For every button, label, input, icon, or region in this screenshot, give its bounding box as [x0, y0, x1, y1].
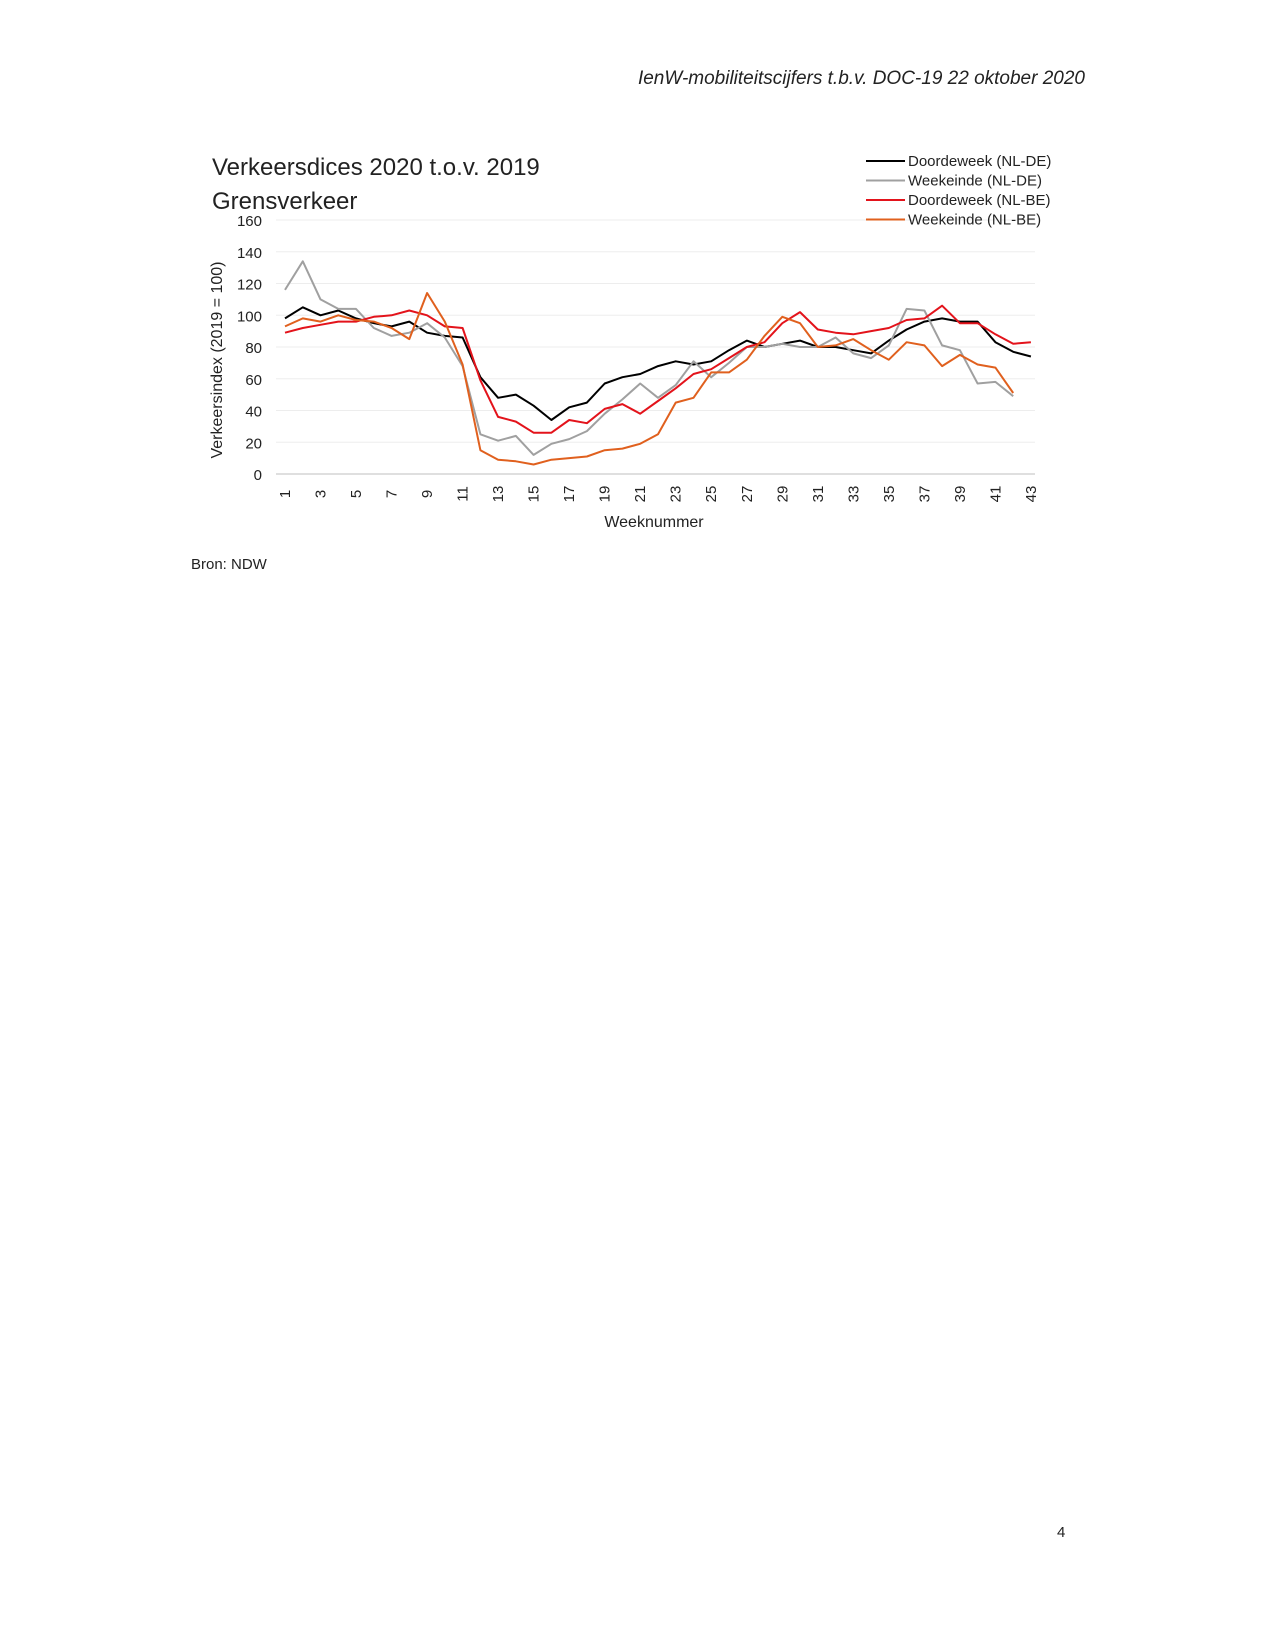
y-tick-label: 140	[236, 244, 262, 262]
y-axis-ticks	[237, 213, 262, 484]
legend-label: Doordeweek (NL-BE)	[908, 192, 1051, 209]
y-tick-label: 100	[236, 308, 262, 326]
series-line-1	[285, 307, 1031, 420]
x-tick-label: 23	[667, 485, 685, 503]
legend-label: Weekeinde (NL-DE)	[908, 172, 1042, 190]
y-tick-label: 20	[245, 435, 262, 453]
y-tick-label: 80	[245, 340, 262, 357]
x-tick-label: 13	[490, 485, 508, 503]
x-axis-ticks	[277, 486, 1040, 503]
x-tick-label: 19	[596, 485, 614, 503]
source-note: Bron: NDW	[191, 556, 267, 573]
x-tick-label: 3	[312, 489, 330, 499]
x-tick-label: 31	[809, 485, 827, 503]
y-tick-label: 40	[245, 403, 262, 421]
chart-subtitle: Grensverkeer	[212, 188, 358, 215]
y-tick-label: 160	[236, 213, 262, 230]
x-tick-label: 35	[880, 485, 898, 503]
series-lines	[285, 261, 1031, 464]
chart-title: Verkeersdices 2020 t.o.v. 2019	[212, 154, 540, 181]
chart-legend	[866, 153, 1051, 229]
y-tick-label: 120	[236, 276, 262, 294]
x-tick-label: 41	[987, 485, 1005, 503]
series-line-2	[285, 261, 1013, 455]
x-axis-label: Weeknummer	[604, 514, 704, 531]
x-tick-label: 15	[525, 485, 543, 503]
page-number: 4	[1057, 1524, 1066, 1541]
x-tick-label: 37	[916, 485, 934, 503]
legend-label: Doordeweek (NL-DE)	[908, 153, 1052, 170]
y-axis-label: Verkeersindex (2019 = 100)	[209, 261, 226, 459]
x-tick-label: 7	[383, 489, 401, 499]
y-tick-label: 60	[245, 371, 262, 389]
x-tick-label: 11	[454, 486, 472, 502]
x-tick-label: 9	[419, 489, 437, 499]
x-tick-label: 25	[703, 485, 721, 503]
x-tick-label: 27	[738, 485, 756, 503]
x-tick-label: 33	[845, 485, 863, 503]
y-tick-label: 0	[253, 467, 262, 484]
legend-label: Weekeinde (NL-BE)	[908, 211, 1042, 229]
x-tick-label: 17	[561, 485, 579, 503]
traffic-index-line-chart	[0, 0, 1275, 560]
page-header: IenW-mobiliteitscijfers t.b.v. DOC-19 22 oktober 2020	[637, 68, 1085, 89]
x-tick-label: 1	[277, 489, 294, 499]
x-tick-label: 21	[632, 485, 650, 503]
x-tick-label: 39	[951, 485, 969, 503]
x-tick-label: 29	[774, 485, 792, 503]
x-tick-label: 5	[348, 489, 366, 499]
x-tick-label: 43	[1022, 485, 1040, 503]
